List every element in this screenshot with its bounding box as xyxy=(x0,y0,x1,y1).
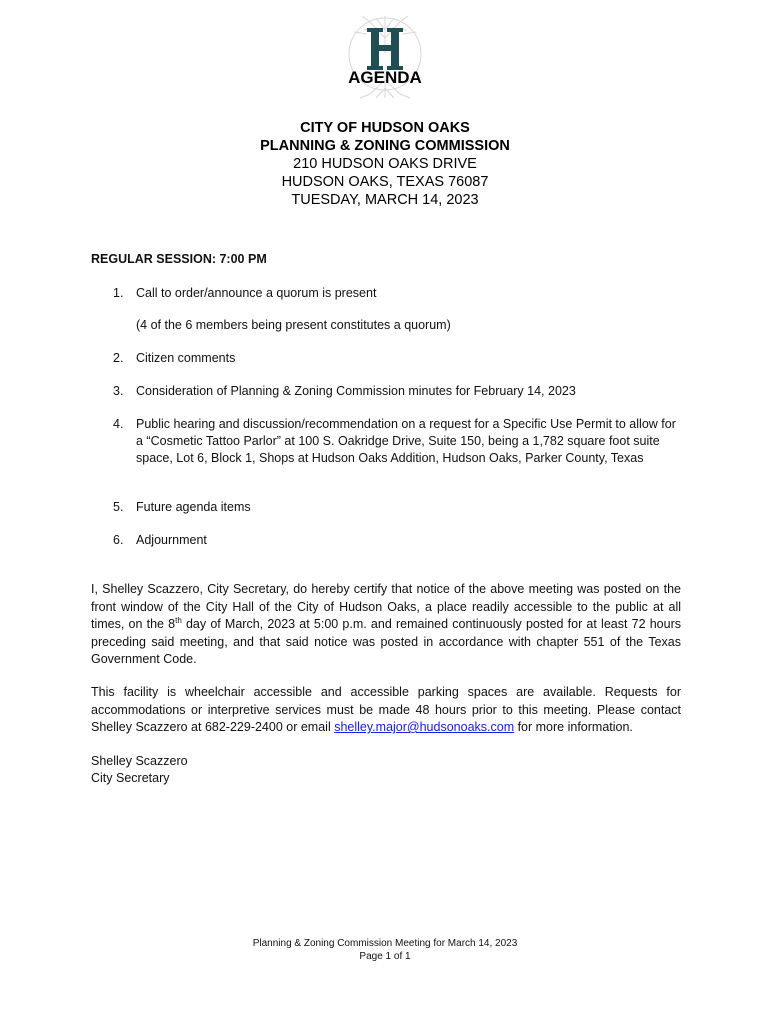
accessibility-text-2: for more information. xyxy=(514,720,633,734)
address-line-2: HUDSON OAKS, TEXAS 76087 xyxy=(281,174,489,190)
footer-page-number: Page 1 of 1 xyxy=(359,950,411,962)
signer-name: Shelley Scazzero xyxy=(91,754,188,768)
meeting-date: TUESDAY, MARCH 14, 2023 xyxy=(291,192,479,208)
item-text: Citizen comments xyxy=(136,351,236,365)
item-text: Call to order/announce a quorum is present xyxy=(136,286,377,300)
commission-name: PLANNING & ZONING COMMISSION xyxy=(260,138,510,154)
address-line-1: 210 HUDSON OAKS DRIVE xyxy=(293,156,477,172)
quorum-note: (4 of the 6 members being present constitutes a quorum) xyxy=(136,318,451,332)
item-number: 1. xyxy=(113,286,124,300)
item-number: 2. xyxy=(113,351,124,365)
page-footer xyxy=(0,938,770,963)
signer-title: City Secretary xyxy=(91,771,170,785)
item-number: 5. xyxy=(113,500,124,514)
accessibility-text-1: This facility is wheelchair accessible and accessible parking spaces are available. Requests for accommodations or interpretive services must be made 48 hours prior to this meeting. Please contact Shelley Scazzero at 682-229-2400 or email xyxy=(91,685,681,734)
item-number: 6. xyxy=(113,533,124,547)
certification-text-1: I, Shelley Scazzero, City Secretary, do hereby certify that notice of the above meeting was posted on the front window of the City Hall of the City of Hudson Oaks, a place readily accessible to the public at all times, on the 8 xyxy=(91,582,681,631)
agenda-title: AGENDA xyxy=(348,68,422,87)
certification-paragraph xyxy=(91,581,681,669)
ordinal-suffix: th xyxy=(175,615,182,625)
item-text: Future agenda items xyxy=(136,500,251,514)
item-number: 4. xyxy=(113,417,124,431)
meeting-header xyxy=(0,119,770,209)
certification-text-2: day of March, 2023 at 5:00 p.m. and remained continuously posted for at least 72 hours preceding said meeting, and that said notice was posted in accordance with chapter 551 of the Texas Government Code. xyxy=(91,617,681,666)
city-name: CITY OF HUDSON OAKS xyxy=(300,120,470,136)
footer-meeting-line: Planning & Zoning Commission Meeting for March 14, 2023 xyxy=(252,938,518,949)
item-text: Consideration of Planning & Zoning Commission minutes for February 14, 2023 xyxy=(136,384,576,398)
session-heading: REGULAR SESSION: 7:00 PM xyxy=(91,252,267,266)
accessibility-paragraph xyxy=(91,684,681,737)
item-number: 3. xyxy=(113,384,124,398)
signature-block xyxy=(91,753,188,787)
item-text: Public hearing and discussion/recommendation on a request for a Specific Use Permit to allow for a “Cosmetic Tattoo Parlor” at 100 S. Oakridge Drive, Suite 150, being a 1,782 square foot suite space, Lot 6, Block 1, Shops at Hudson Oaks Addition, Hudson Oaks, Parker County, Texas xyxy=(136,417,676,465)
item-text: Adjournment xyxy=(136,533,207,547)
email-link[interactable]: shelley.major@hudsonoaks.com xyxy=(334,720,515,734)
